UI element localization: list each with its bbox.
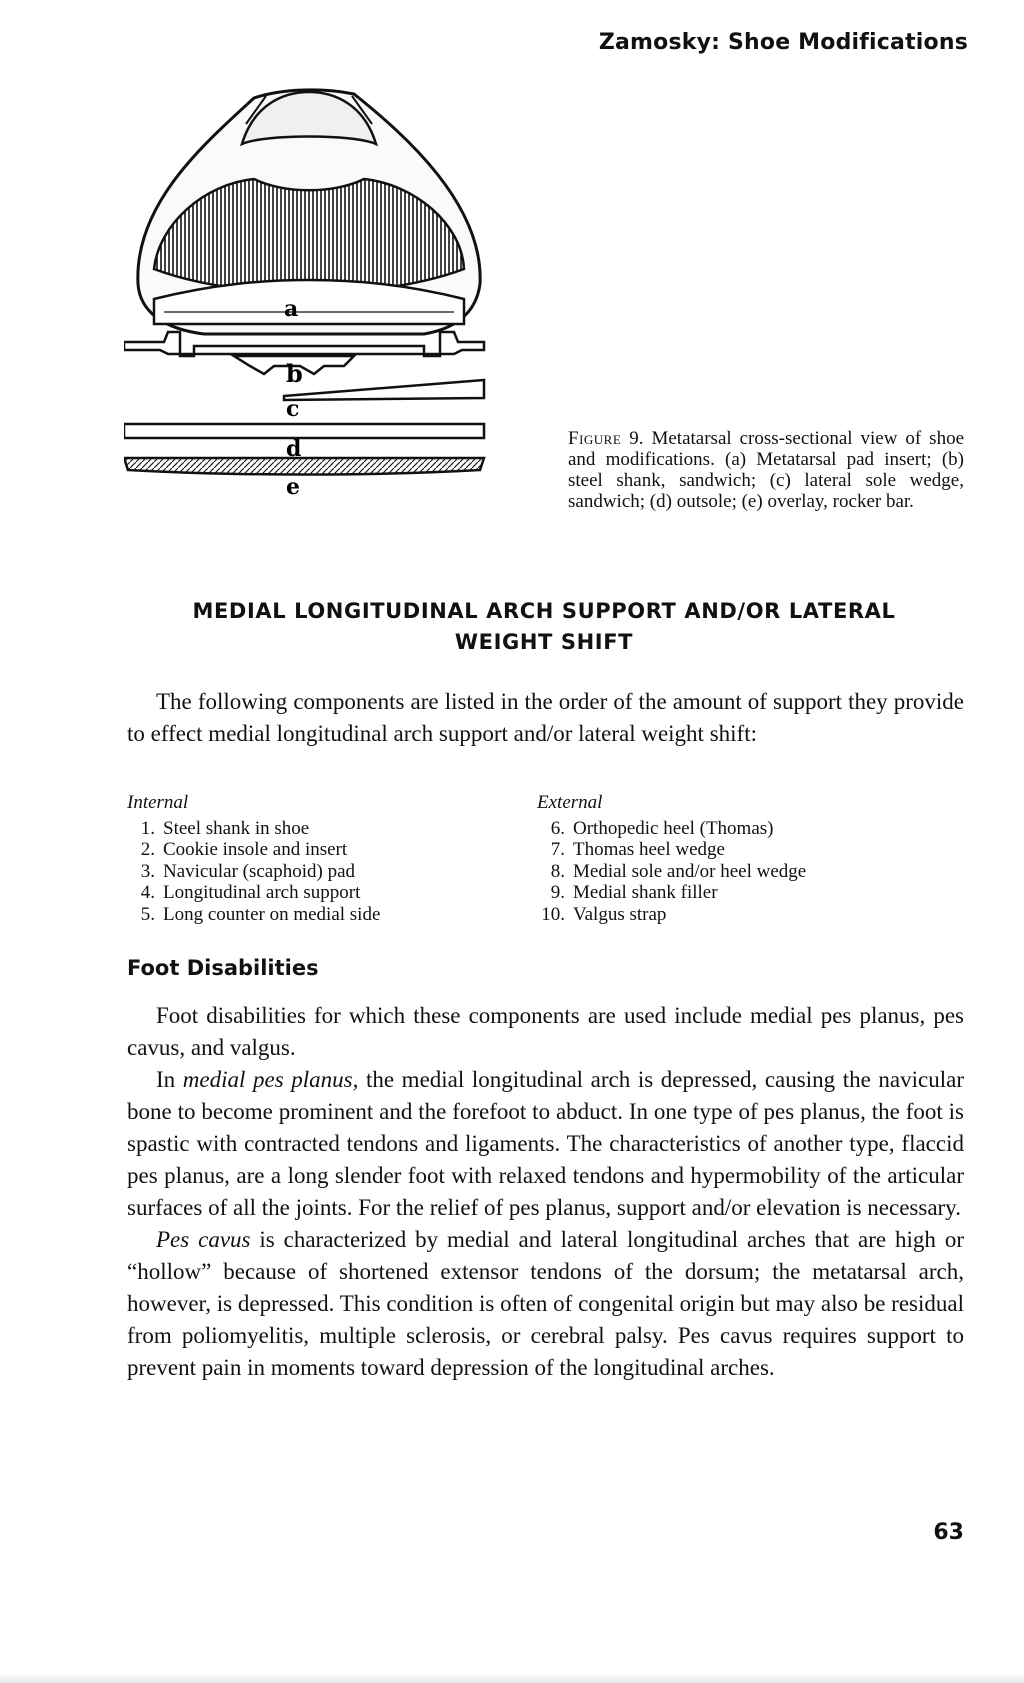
running-header: Zamosky: Shoe Modifications [598,30,968,55]
list-item-number: 1. [140,817,155,839]
list-item [537,839,957,861]
page-bottom-edge [0,1673,1024,1683]
list-item-number: 9. [550,882,565,903]
figure-caption-label: Figure [568,428,622,449]
list-item-text: Long counter on medial side [163,903,381,925]
list-item [127,839,527,861]
figure-9-illustration [124,84,524,544]
paragraph-2 [127,1064,964,1224]
list-item [537,818,957,840]
list-item-number: 6. [550,817,565,839]
list-item [127,904,527,926]
foot-disabilities-heading: Foot Disabilities [127,956,319,980]
list-item-text: Steel shank in shoe [163,817,310,839]
foot-disabilities-body [127,1000,964,1384]
list-item-number: 10. [541,903,565,925]
list-item-number: 8. [550,860,565,882]
label-d: d [286,436,302,462]
paragraph-3 [127,1224,964,1384]
list-item-number: 7. [550,839,565,860]
list-item [537,904,957,926]
paragraph-2-rest: the medial longitudinal arch is depressed, causing the navicular bone to become prominent and the forefoot to abduct. In one type of pes planus, the foot is spastic with contracted tendons and ligaments. The characteristics of another type, flaccid pes planus, are a long slender foot with relaxed tendons and hypermobility of the articular surfaces of all the joints. For the relief of pes planus, support and/or elevation is necessary. [127,1067,964,1220]
list-item-number: 3. [140,860,155,882]
overlay-rocker-bar [124,458,484,475]
list-item-text: Orthopedic heel (Thomas) [573,817,774,839]
section-title [124,596,964,658]
internal-list-items [127,818,527,926]
list-item-text: Navicular (scaphoid) pad [163,860,356,882]
list-item-text: Medial sole and/or heel wedge [573,860,807,882]
list-item [537,882,957,904]
list-item [127,861,527,883]
label-b: b [286,359,303,388]
list-item [127,818,527,840]
list-item-text: Cookie insole and insert [163,839,348,860]
outsole [124,424,484,438]
page-number: 63 [933,1520,964,1545]
list-item-text: Medial shank filler [573,882,718,903]
label-c: c [286,396,300,422]
shoe-cross-section-drawing [124,84,524,544]
section-title-line-1: MEDIAL LONGITUDINAL ARCH SUPPORT AND/OR LATERAL [192,599,896,623]
figure-caption-text: 9. Metatarsal cross-sectional view of shoe and modifications. (a) Metatarsal pad insert; (b) steel shank, sandwich; (c) lateral sole wedge, sandwich; (d) outsole; (e) overlay, rocker bar. [568,428,964,512]
list-item-text: Longitudinal arch support [163,882,361,903]
paragraph-3-rest: is characterized by medial and lateral longitudinal arches that are high or “hollow” because of shortened extensor tendons of the dorsum; the metatarsal arch, however, is depressed. This condition is often of congenital origin but may also be residual from poliomyelitis, multiple sclerosis, or cerebral palsy. Pes cavus requires support to prevent pain in moments toward depression of the longitudinal arches. [127,1227,964,1380]
list-item [537,861,957,883]
component-lists [127,792,964,942]
label-e: e [286,474,300,500]
label-a: a [284,296,299,322]
section-title-line-2: WEIGHT SHIFT [454,630,634,654]
list-item-text: Valgus strap [573,903,667,925]
figure-caption [568,428,964,512]
intro-paragraph: The following components are listed in the order of the amount of support they provide to effect medial longitudinal arch support and/or lateral weight shift: [127,689,964,746]
shoe-welt [124,332,484,356]
term-pes-cavus: Pes cavus [156,1227,251,1252]
list-item-text: Thomas heel wedge [573,839,725,860]
paragraph-1: Foot disabilities for which these components are used include medial pes planus, pes cavus, and valgus. [127,1003,964,1060]
external-list-heading: External [537,792,603,813]
list-item-number: 5. [140,903,155,925]
list-item [127,882,527,904]
list-item-number: 4. [140,882,155,903]
lateral-sole-wedge [284,380,484,400]
paragraph-2-lead: In [156,1067,183,1092]
list-item-number: 2. [140,839,155,860]
internal-list [127,792,527,925]
internal-list-heading: Internal [127,792,189,813]
external-list [537,792,957,925]
term-medial-pes-planus: medial pes planus, [182,1067,359,1092]
external-list-items [537,818,957,926]
